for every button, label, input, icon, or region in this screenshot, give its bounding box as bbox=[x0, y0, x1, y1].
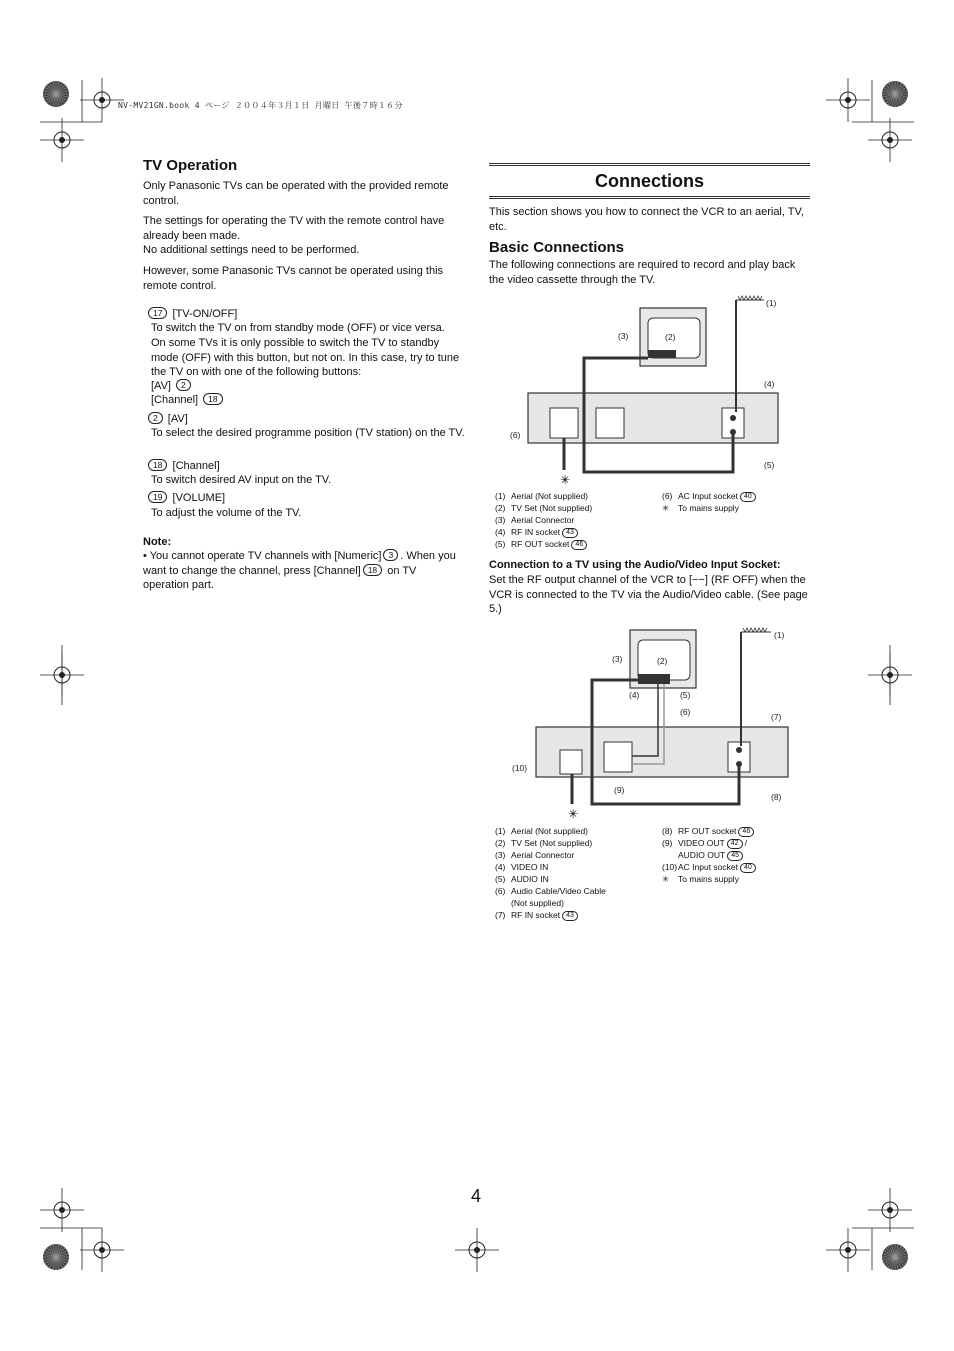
crosshair-icon bbox=[455, 1228, 499, 1272]
legend-row bbox=[495, 825, 655, 837]
legend-row bbox=[662, 849, 802, 861]
item-tv-on-off bbox=[146, 307, 237, 322]
page-ref-badge: 43 bbox=[562, 528, 578, 538]
callout-9: (9) bbox=[614, 785, 625, 795]
callout-5: (5) bbox=[764, 460, 775, 470]
av-connection-title: Connection to a TV using the Audio/Video Input Socket: bbox=[489, 559, 781, 571]
legend-text: RF OUT socket bbox=[678, 826, 737, 836]
legend-number: (3) bbox=[495, 850, 506, 860]
registration-disc-icon bbox=[43, 1244, 69, 1270]
aerial-icon bbox=[736, 296, 764, 390]
mains-mark-icon: ✳ bbox=[568, 807, 579, 821]
tv-operation-title: TV Operation bbox=[143, 157, 238, 174]
button-number-badge: 18 bbox=[148, 459, 167, 471]
callout-7: (7) bbox=[771, 712, 782, 722]
registration-disc-icon bbox=[43, 81, 69, 107]
legend-text: RF IN socket bbox=[511, 910, 561, 920]
legend-row bbox=[495, 514, 655, 526]
sub-av bbox=[151, 379, 193, 394]
connections-title-box bbox=[489, 163, 810, 199]
legend-text: Aerial (Not supplied) bbox=[511, 491, 589, 501]
legend-text: Aerial Connector bbox=[511, 850, 575, 860]
legend-row bbox=[662, 825, 802, 837]
item-tv-on-off-line2: On some TVs it is only possible to switch the TV to standby mode (OFF) with this button, but not on. In this case, try to tune the TV on with one of the following buttons: bbox=[151, 337, 460, 378]
diagram2-legend-left bbox=[495, 825, 655, 921]
connections-intro: This section shows you how to connect the VCR to an aerial, TV, etc. bbox=[489, 206, 804, 233]
tv-operation-p1: Only Panasonic TVs can be operated with the provided remote control. bbox=[143, 180, 449, 207]
page-ref-badge: 46 bbox=[738, 827, 754, 837]
legend-text: VIDEO IN bbox=[511, 862, 549, 872]
legend-row bbox=[495, 909, 655, 921]
legend-number: (4) bbox=[495, 527, 506, 537]
legend-number: (1) bbox=[495, 491, 506, 501]
callout-1: (1) bbox=[766, 298, 777, 308]
legend-row bbox=[495, 861, 655, 873]
tv-operation-p3: However, some Panasonic TVs cannot be operated using this remote control. bbox=[143, 265, 444, 292]
callout-1: (1) bbox=[774, 630, 785, 640]
legend-row bbox=[662, 490, 802, 502]
note-text bbox=[143, 549, 465, 593]
callout-5: (5) bbox=[680, 690, 691, 700]
legend-row bbox=[495, 538, 655, 550]
item-label: [Channel] bbox=[172, 460, 220, 472]
page-ref-badge: 43 bbox=[562, 911, 578, 921]
connections-title: Connections bbox=[594, 171, 704, 191]
page-ref-badge: 42 bbox=[727, 839, 743, 849]
legend-number: (6) bbox=[662, 491, 673, 501]
legend-text: Aerial (Not supplied) bbox=[511, 826, 589, 836]
crosshair-icon bbox=[80, 1228, 124, 1272]
registration-disc-icon bbox=[882, 1244, 908, 1270]
registration-disc-icon bbox=[882, 81, 908, 107]
note-text-c: on TV operation part. bbox=[143, 564, 417, 591]
page-number: 4 bbox=[471, 1186, 482, 1206]
diagram1-legend-left bbox=[495, 490, 655, 550]
sub-av-label: [AV] bbox=[151, 380, 171, 392]
legend-row bbox=[662, 837, 802, 849]
legend-row bbox=[662, 502, 802, 514]
legend-row bbox=[495, 897, 655, 909]
item-channel-line1: To switch desired AV input on the TV. bbox=[151, 474, 332, 486]
callout-3: (3) bbox=[612, 654, 623, 664]
page-ref-badge: 45 bbox=[727, 851, 743, 861]
legend-number: (4) bbox=[495, 862, 506, 872]
item-volume-line1: To adjust the volume of the TV. bbox=[151, 507, 302, 519]
crosshair-icon bbox=[826, 78, 870, 122]
legend-number: (2) bbox=[495, 838, 506, 848]
legend-number: (2) bbox=[495, 503, 506, 513]
item-tv-on-off-line1: To switch the TV on from standby mode (OFF) or vice versa. bbox=[151, 322, 445, 334]
page-ref-badge: 46 bbox=[571, 540, 587, 550]
item-volume bbox=[146, 491, 225, 506]
legend-row bbox=[495, 837, 655, 849]
basic-connections-text: The following connections are required to record and play back the video cassette through the TV. bbox=[489, 259, 796, 286]
callout-2: (2) bbox=[665, 332, 676, 342]
tv-operation-p2b: No additional settings need to be performed. bbox=[143, 244, 360, 256]
button-number-badge: 18 bbox=[203, 393, 222, 405]
legend-number: (5) bbox=[495, 874, 506, 884]
legend-text: VIDEO OUT bbox=[678, 838, 725, 848]
file-header-line: NV-MV21GN.book 4 ページ ２００４年３月１日 月曜日 午後７時１６分 bbox=[118, 101, 403, 110]
legend-number: (7) bbox=[495, 910, 506, 920]
callout-4: (4) bbox=[629, 690, 640, 700]
note-title: Note: bbox=[143, 536, 172, 548]
legend-number: (10) bbox=[662, 862, 678, 872]
av-connection-text: Set the RF output channel of the VCR to [−−] (RF OFF) when the VCR is connected to the TV via the Audio/Video cable. (See page 5.) bbox=[489, 574, 808, 615]
crosshair-icon bbox=[868, 118, 912, 162]
button-number-badge: 2 bbox=[176, 379, 191, 391]
vcr-icon bbox=[536, 727, 788, 777]
page-ref-badge: 40 bbox=[740, 492, 756, 502]
basic-connection-diagram bbox=[500, 290, 800, 490]
legend-text: TV Set (Not supplied) bbox=[511, 838, 593, 848]
crosshair-icon bbox=[40, 1188, 84, 1232]
legend-text: AUDIO OUT bbox=[678, 850, 726, 860]
legend-row bbox=[495, 502, 655, 514]
legend-text: To mains supply bbox=[678, 874, 739, 884]
av-connection-diagram bbox=[508, 622, 798, 822]
item-label: [VOLUME] bbox=[172, 492, 226, 504]
legend-text: Aerial Connector bbox=[511, 515, 575, 525]
legend-number: ✳ bbox=[662, 874, 670, 884]
legend-number: ✳ bbox=[662, 503, 670, 513]
legend-text: TV Set (Not supplied) bbox=[511, 503, 593, 513]
item-label: [AV] bbox=[167, 413, 188, 425]
legend-number: (5) bbox=[495, 539, 506, 549]
legend-row bbox=[495, 885, 655, 897]
legend-text: RF OUT socket bbox=[511, 539, 570, 549]
tv-operation-p2a: The settings for operating the TV with the remote control have already been made. bbox=[143, 215, 445, 242]
legend-row bbox=[495, 849, 655, 861]
basic-connections-title: Basic Connections bbox=[489, 239, 625, 256]
callout-6: (6) bbox=[680, 707, 691, 717]
button-number-badge: 19 bbox=[148, 491, 167, 503]
button-number-badge: 3 bbox=[383, 549, 398, 561]
legend-text: AC Input socket bbox=[678, 491, 739, 501]
legend-number: (1) bbox=[495, 826, 506, 836]
callout-10: (10) bbox=[512, 763, 528, 773]
legend-text: Audio Cable/Video Cable bbox=[511, 886, 606, 896]
legend-text: AC Input socket bbox=[678, 862, 739, 872]
legend-row bbox=[662, 861, 802, 873]
legend-row bbox=[495, 490, 655, 502]
sub-channel-label: [Channel] bbox=[151, 394, 199, 406]
callout-8: (8) bbox=[771, 792, 782, 802]
legend-number: (9) bbox=[662, 838, 673, 848]
button-number-badge: 18 bbox=[363, 564, 382, 576]
legend-row bbox=[495, 873, 655, 885]
legend-number: (3) bbox=[495, 515, 506, 525]
item-label: [TV-ON/OFF] bbox=[172, 308, 238, 320]
item-av-line1: To select the desired programme position (TV station) on the TV. bbox=[151, 427, 465, 439]
legend-number: (8) bbox=[662, 826, 673, 836]
callout-4: (4) bbox=[764, 379, 775, 389]
crosshair-icon bbox=[868, 1188, 912, 1232]
crosshair-icon bbox=[40, 118, 84, 162]
note-text-a: • You cannot operate TV channels with [Numeric] bbox=[143, 550, 382, 562]
callout-6: (6) bbox=[510, 430, 521, 440]
legend-number: (6) bbox=[495, 886, 506, 896]
diagram2-legend-right bbox=[662, 825, 802, 885]
legend-text: (Not supplied) bbox=[511, 898, 564, 908]
button-number-badge: 2 bbox=[148, 412, 163, 424]
callout-2: (2) bbox=[657, 656, 668, 666]
aerial-icon bbox=[741, 628, 771, 727]
mains-mark-icon: ✳ bbox=[560, 473, 571, 487]
legend-text: To mains supply bbox=[678, 503, 739, 513]
legend-text: RF IN socket bbox=[511, 527, 561, 537]
sub-channel bbox=[151, 393, 225, 408]
note-text-b: . When you want to change the channel, press [Channel] bbox=[143, 550, 456, 577]
legend-text: AUDIO IN bbox=[511, 874, 549, 884]
legend-suffix: / bbox=[744, 838, 747, 848]
legend-row bbox=[662, 873, 802, 885]
item-channel bbox=[146, 459, 220, 474]
item-av bbox=[146, 412, 188, 427]
diagram1-legend-right bbox=[662, 490, 802, 514]
vcr-icon bbox=[528, 393, 778, 443]
crosshair-icon bbox=[826, 1228, 870, 1272]
legend-row bbox=[495, 526, 655, 538]
page-ref-badge: 40 bbox=[740, 863, 756, 873]
callout-3: (3) bbox=[618, 331, 629, 341]
button-number-badge: 17 bbox=[148, 307, 167, 319]
